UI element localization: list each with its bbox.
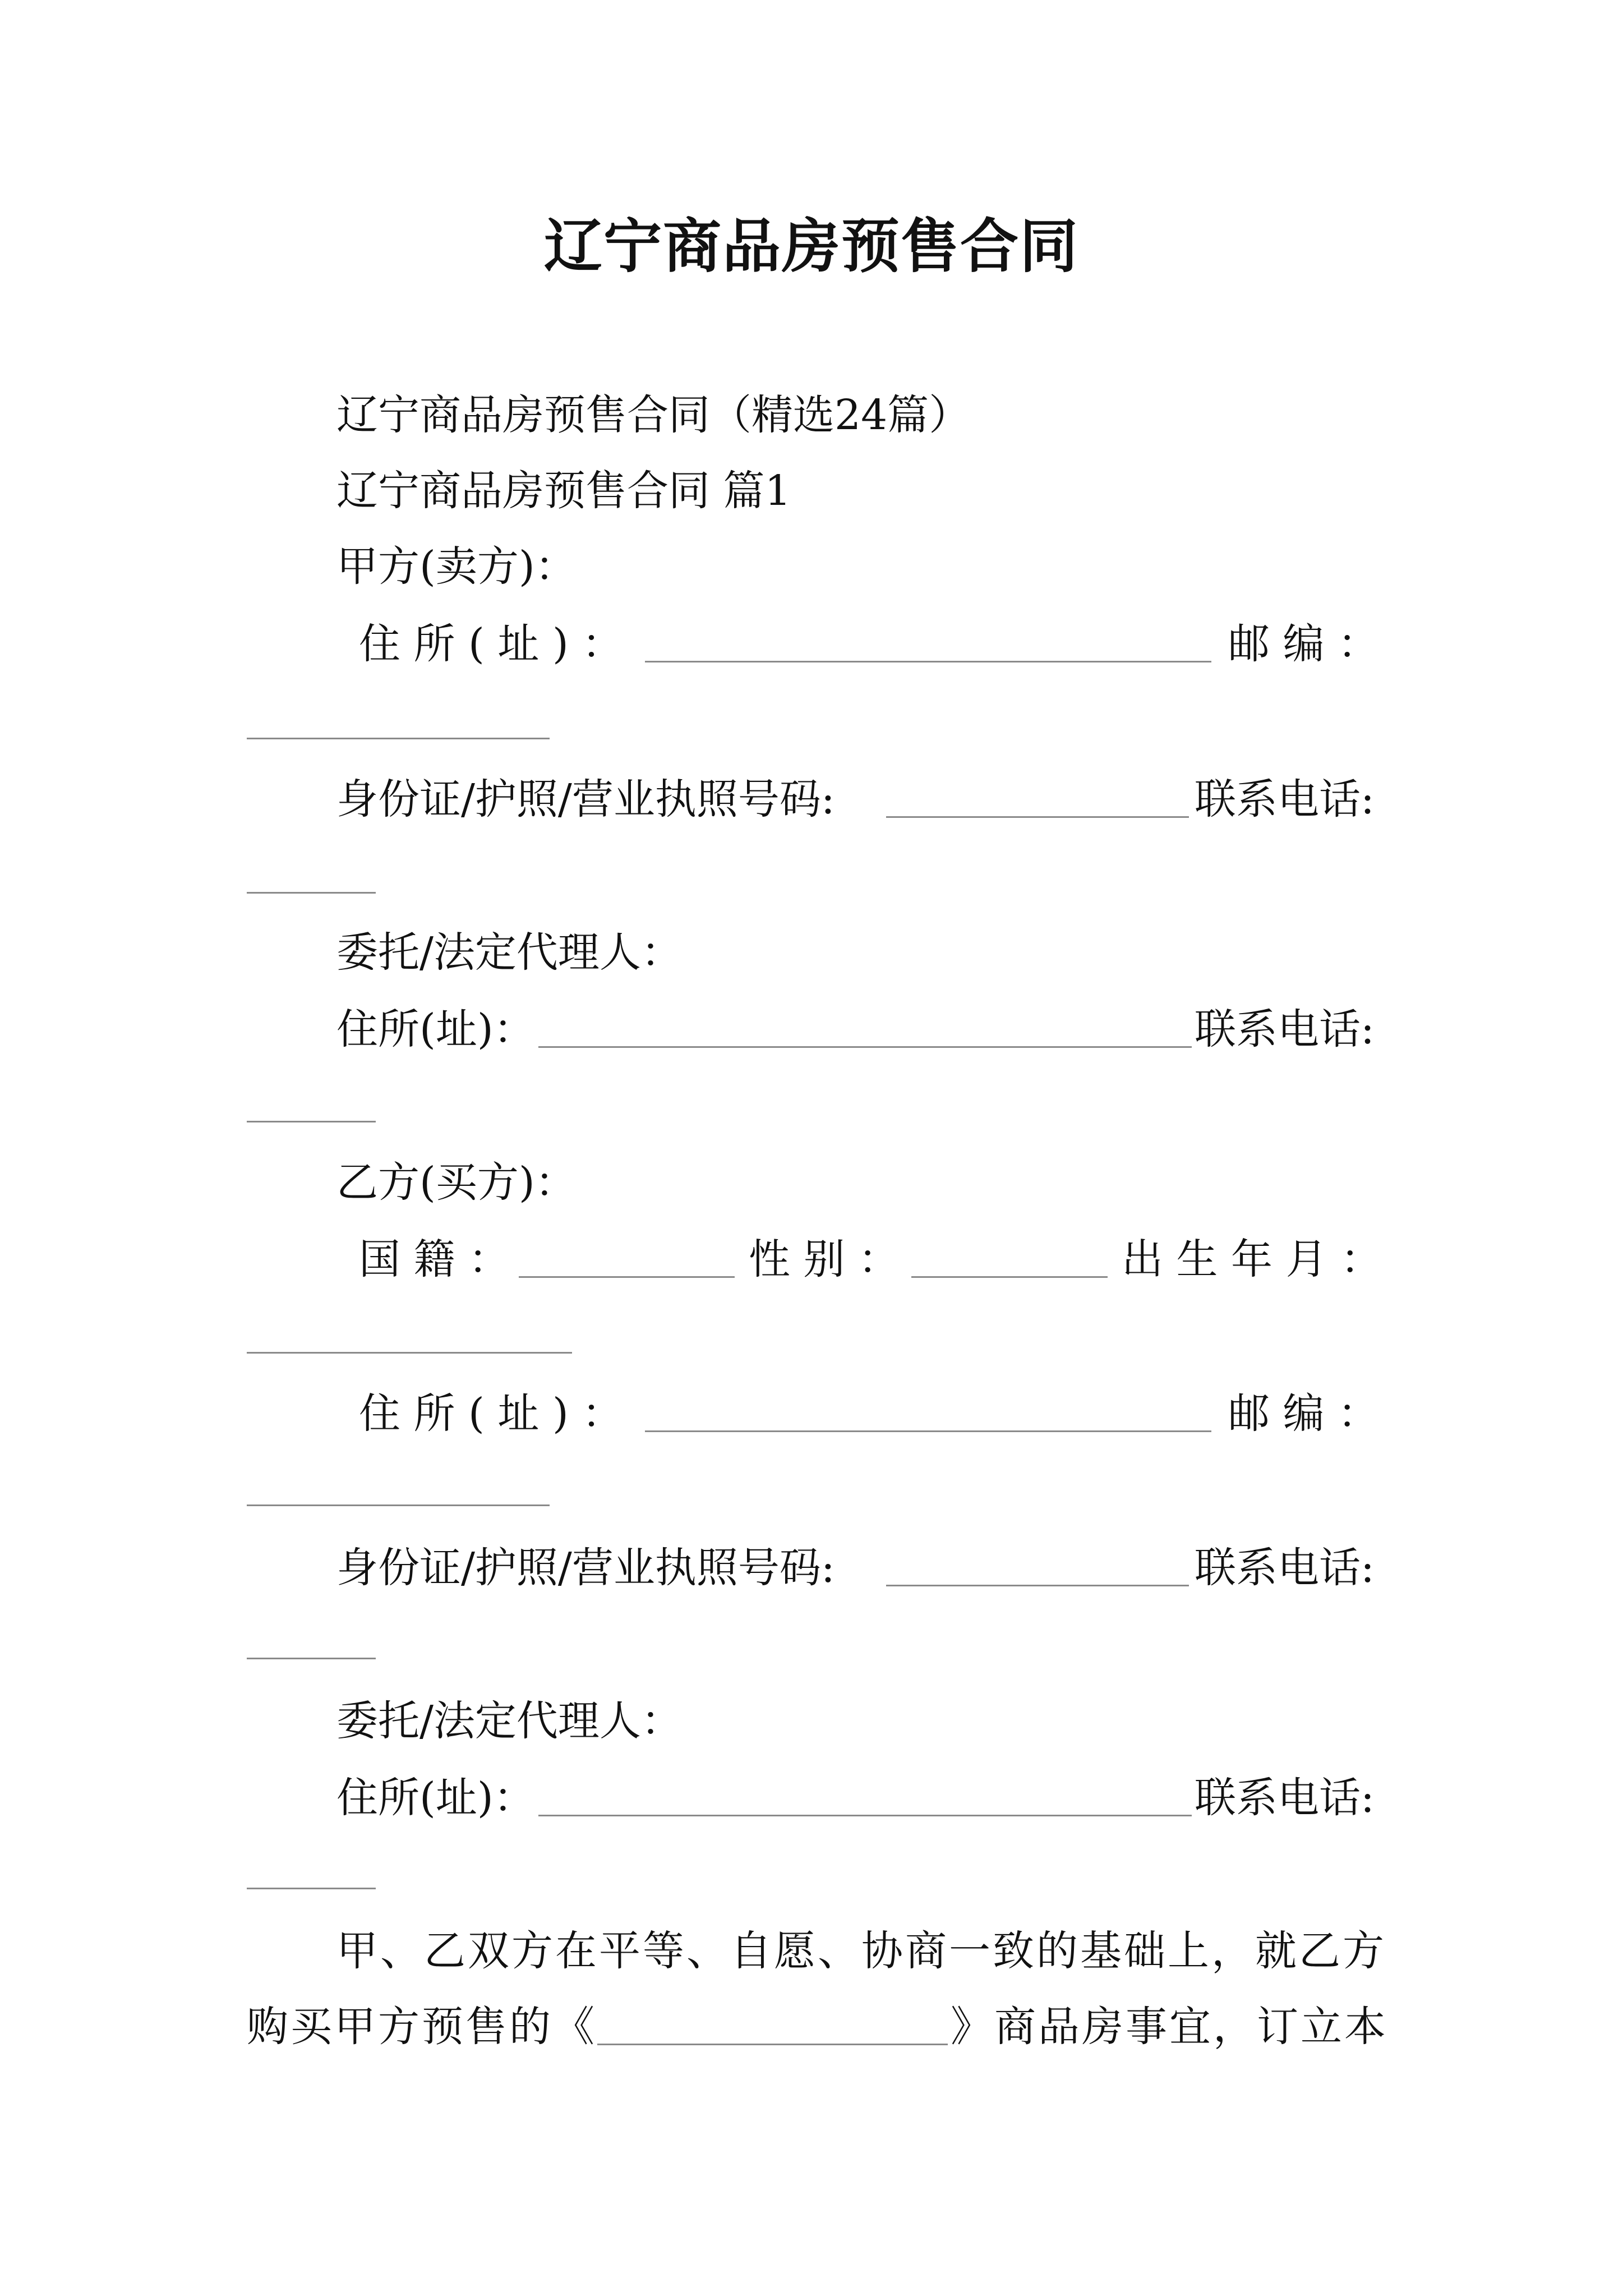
party-a-agent-phone-field[interactable]	[247, 1121, 376, 1122]
party-b-agent-address-label: 住所(址)：	[336, 1774, 535, 1822]
party-b-postcode-label: 邮 编 ：	[1228, 1389, 1380, 1438]
party-a-address-label: 住 所 ( 址 ) ：	[359, 620, 624, 668]
party-b-agent-label: 委托/法定代理人：	[336, 1697, 683, 1745]
party-b-address-label: 住 所 ( 址 ) ：	[359, 1389, 624, 1438]
party-a-postcode-label: 邮 编 ：	[1228, 620, 1380, 668]
party-a-agent-label: 委托/法定代理人：	[336, 928, 683, 977]
party-b-phone-label: 联系电话:	[1195, 1544, 1375, 1592]
party-a-id-field[interactable]	[886, 816, 1189, 818]
party-b-nationality-field[interactable]	[519, 1276, 735, 1278]
body-paragraph-line-2-end: 》商品房事宜，订立本	[951, 2003, 1388, 2051]
party-a-heading: 甲方(卖方)：	[336, 542, 577, 591]
party-b-id-field[interactable]	[886, 1585, 1189, 1586]
property-name-field[interactable]	[597, 2044, 948, 2045]
party-b-gender-field[interactable]	[911, 1276, 1108, 1278]
party-a-id-label: 身份证/护照/营业执照号码:	[336, 775, 835, 823]
party-a-address-field[interactable]	[645, 661, 1211, 662]
subtitle: 辽宁商品房预售合同（精选24篇）	[336, 391, 971, 439]
party-b-phone-field[interactable]	[247, 1658, 376, 1659]
party-b-birth-label: 出 生 年 月 ：	[1122, 1235, 1382, 1283]
party-b-birth-field[interactable]	[247, 1352, 572, 1354]
party-b-agent-phone-field[interactable]	[247, 1888, 376, 1889]
party-b-id-label: 身份证/护照/营业执照号码:	[336, 1544, 835, 1592]
party-b-nationality-label: 国 籍 ：	[359, 1235, 510, 1283]
party-a-postcode-field[interactable]	[247, 738, 550, 739]
party-a-agent-address-label: 住所(址)：	[336, 1005, 535, 1053]
party-b-gender-label: 性 别 ：	[749, 1235, 900, 1283]
party-b-heading: 乙方(买方)：	[336, 1158, 577, 1207]
body-paragraph-line-1: 甲、乙双方在平等、自愿、协商一致的基础上，就乙方	[336, 1927, 1386, 1975]
party-a-agent-address-field[interactable]	[538, 1046, 1192, 1048]
party-a-agent-phone-label: 联系电话:	[1195, 1005, 1375, 1053]
party-b-agent-address-field[interactable]	[538, 1815, 1192, 1816]
party-a-phone-label: 联系电话:	[1195, 775, 1375, 823]
party-b-postcode-field[interactable]	[247, 1504, 550, 1506]
document-title: 辽宁商品房预售合同	[543, 211, 1079, 280]
body-paragraph-line-2-start: 购买甲方预售的《	[247, 2003, 597, 2051]
section-heading: 辽宁商品房预售合同 篇1	[336, 467, 791, 515]
party-a-phone-field[interactable]	[247, 892, 376, 894]
party-b-agent-phone-label: 联系电话:	[1195, 1774, 1375, 1822]
party-b-address-field[interactable]	[645, 1430, 1211, 1432]
